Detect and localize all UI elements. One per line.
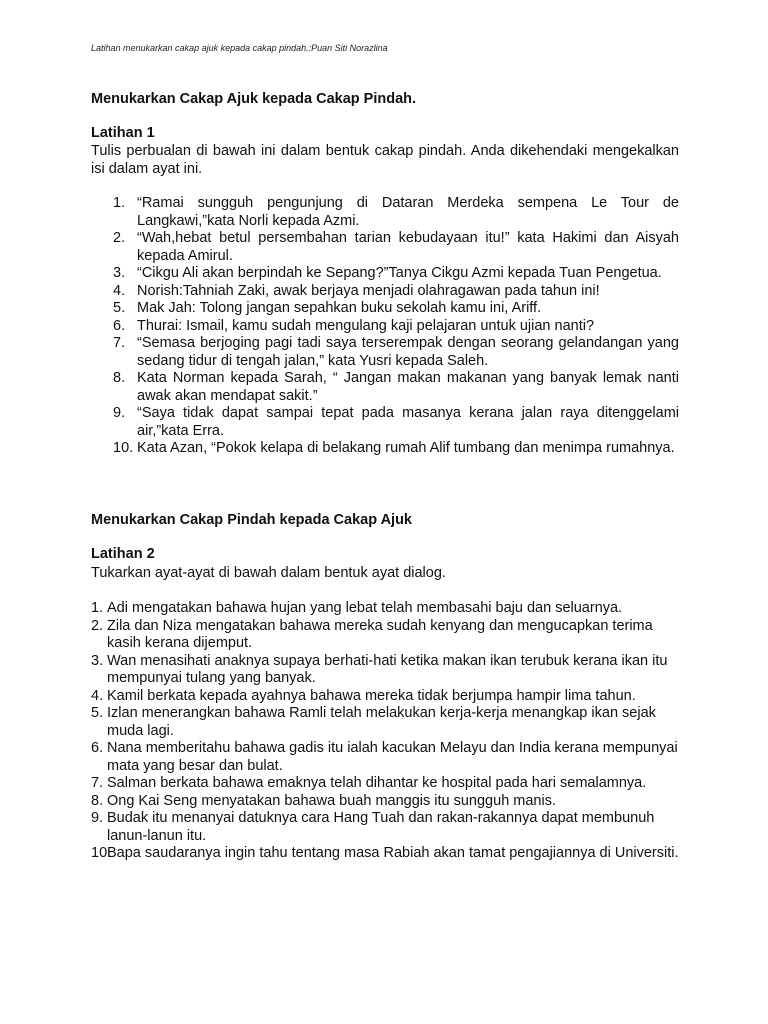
item-number: 8. bbox=[91, 792, 104, 809]
list-item bbox=[91, 300, 679, 318]
list-item bbox=[91, 370, 679, 405]
list-item bbox=[91, 230, 679, 265]
list-item bbox=[91, 195, 679, 230]
list-item bbox=[91, 688, 681, 706]
item-text: Zila dan Niza mengatakan bahawa mereka sudah kenyang dan mengucapkan terima kasih kerana dijemput. bbox=[107, 617, 653, 651]
item-text: Ong Kai Seng menyatakan bahawa buah manggis itu sungguh manis. bbox=[107, 792, 556, 809]
item-number: 8. bbox=[113, 370, 126, 386]
item-text: Nana memberitahu bahawa gadis itu ialah kacukan Melayu dan India kerana mempunyai mata yang besar dan bulat. bbox=[107, 740, 678, 774]
item-text: Norish:Tahniah Zaki, awak berjaya menjadi olahragawan pada tahun ini! bbox=[137, 282, 600, 299]
item-text: Adi mengatakan bahawa hujan yang lebat telah membasahi baju dan seluarnya. bbox=[107, 600, 623, 616]
item-text: Wan menasihati anaknya supaya berhati-hati ketika makan ikan terubuk kerana ikan itu mempunyai tulang yang banyak. bbox=[107, 652, 668, 686]
item-text: Mak Jah: Tolong jangan sepahkan buku sekolah kamu ini, Ariff. bbox=[137, 300, 542, 316]
item-number: 4. bbox=[113, 282, 126, 299]
item-number: 7. bbox=[113, 335, 126, 351]
item-number: 2. bbox=[113, 230, 126, 246]
item-text: Bapa saudaranya ingin tahu tentang masa Rabiah akan tamat pengajiannya di Universiti. bbox=[107, 845, 679, 861]
item-number: 9. bbox=[113, 405, 126, 421]
item-text: “Semasa berjoging pagi tadi saya terserempak dengan seorang gelandangan yang sedang tidur di tengah jalan,” kata Yusri kepada Saleh. bbox=[137, 335, 679, 369]
item-text: Budak itu menanyai datuknya cara Hang Tuah dan rakan-rakannya dapat membunuh lanun-lanun itu. bbox=[107, 810, 655, 844]
item-text: “Wah,hebat betul persembahan tarian kebudayaan itu!” kata Hakimi dan Aisyah kepada Amirul. bbox=[137, 230, 679, 264]
item-number: 6. bbox=[113, 317, 126, 334]
list-item bbox=[91, 335, 679, 370]
item-number: 5. bbox=[113, 300, 126, 316]
item-number: 10. bbox=[91, 845, 112, 861]
item-number: 6. bbox=[91, 740, 104, 756]
item-number: 1. bbox=[113, 195, 126, 211]
list-item bbox=[91, 265, 679, 283]
exercise1-title: Latihan 1 bbox=[91, 125, 155, 141]
list-item bbox=[91, 793, 681, 811]
item-number: 1. bbox=[91, 600, 104, 616]
header-note: Latihan menukarkan cakap ajuk kepada cakap pindah.:Puan Siti Norazlina bbox=[91, 43, 388, 53]
item-text: “Cikgu Ali akan berpindah ke Sepang?”Tanya Cikgu Azmi kepada Tuan Pengetua. bbox=[137, 265, 662, 281]
list-item bbox=[91, 618, 681, 653]
item-number: 4. bbox=[91, 687, 104, 704]
item-number: 3. bbox=[91, 652, 104, 669]
item-number: 2. bbox=[91, 617, 104, 634]
list-item bbox=[91, 705, 681, 740]
item-number: 10. bbox=[113, 440, 134, 456]
item-text: Izlan menerangkan bahawa Ramli telah melakukan kerja-kerja menangkap ikan sejak muda lagi. bbox=[107, 705, 656, 739]
item-text: Salman berkata bahawa emaknya telah dihantar ke hospital pada hari semalamnya. bbox=[107, 775, 647, 791]
list-item bbox=[91, 283, 679, 301]
exercise2-list bbox=[91, 600, 681, 863]
section2-title: Menukarkan Cakap Pindah kepada Cakap Ajuk bbox=[91, 512, 412, 528]
item-text: Kata Azan, “Pokok kelapa di belakang rumah Alif tumbang dan menimpa rumahnya. bbox=[137, 440, 675, 456]
exercise1-list bbox=[91, 195, 679, 458]
item-text: “Saya tidak dapat sampai tepat pada masanya kerana jalan raya ditenggelami air,”kata Erra. bbox=[137, 405, 679, 439]
list-item bbox=[91, 440, 679, 458]
list-item bbox=[91, 600, 681, 618]
list-item bbox=[91, 405, 679, 440]
item-number: 7. bbox=[91, 775, 104, 791]
item-text: Thurai: Ismail, kamu sudah mengulang kaji pelajaran untuk ujian nanti? bbox=[137, 317, 595, 334]
exercise1-instruction: Tulis perbualan di bawah ini dalam bentuk cakap pindah. Anda dikehendaki mengekalkan isi dalam ayat ini. bbox=[91, 143, 679, 177]
exercise2-title: Latihan 2 bbox=[91, 546, 155, 562]
item-number: 9. bbox=[91, 810, 104, 826]
list-item bbox=[91, 775, 681, 793]
item-text: Kamil berkata kepada ayahnya bahawa mereka tidak berjumpa hampir lima tahun. bbox=[107, 687, 636, 704]
list-item bbox=[91, 318, 679, 336]
exercise2-instruction: Tukarkan ayat-ayat di bawah dalam bentuk ayat dialog. bbox=[91, 565, 446, 581]
list-item bbox=[91, 845, 681, 863]
item-number: 5. bbox=[91, 705, 104, 721]
list-item bbox=[91, 653, 681, 688]
item-text: “Ramai sungguh pengunjung di Dataran Merdeka sempena Le Tour de Langkawi,”kata Norli kepada Azmi. bbox=[137, 195, 679, 229]
item-text: Kata Norman kepada Sarah, “ Jangan makan makanan yang banyak lemak nanti awak akan mendapat sakit.” bbox=[137, 370, 679, 404]
list-item bbox=[91, 810, 681, 845]
section1-title: Menukarkan Cakap Ajuk kepada Cakap Pindah. bbox=[91, 91, 417, 107]
list-item bbox=[91, 740, 681, 775]
item-number: 3. bbox=[113, 265, 126, 281]
